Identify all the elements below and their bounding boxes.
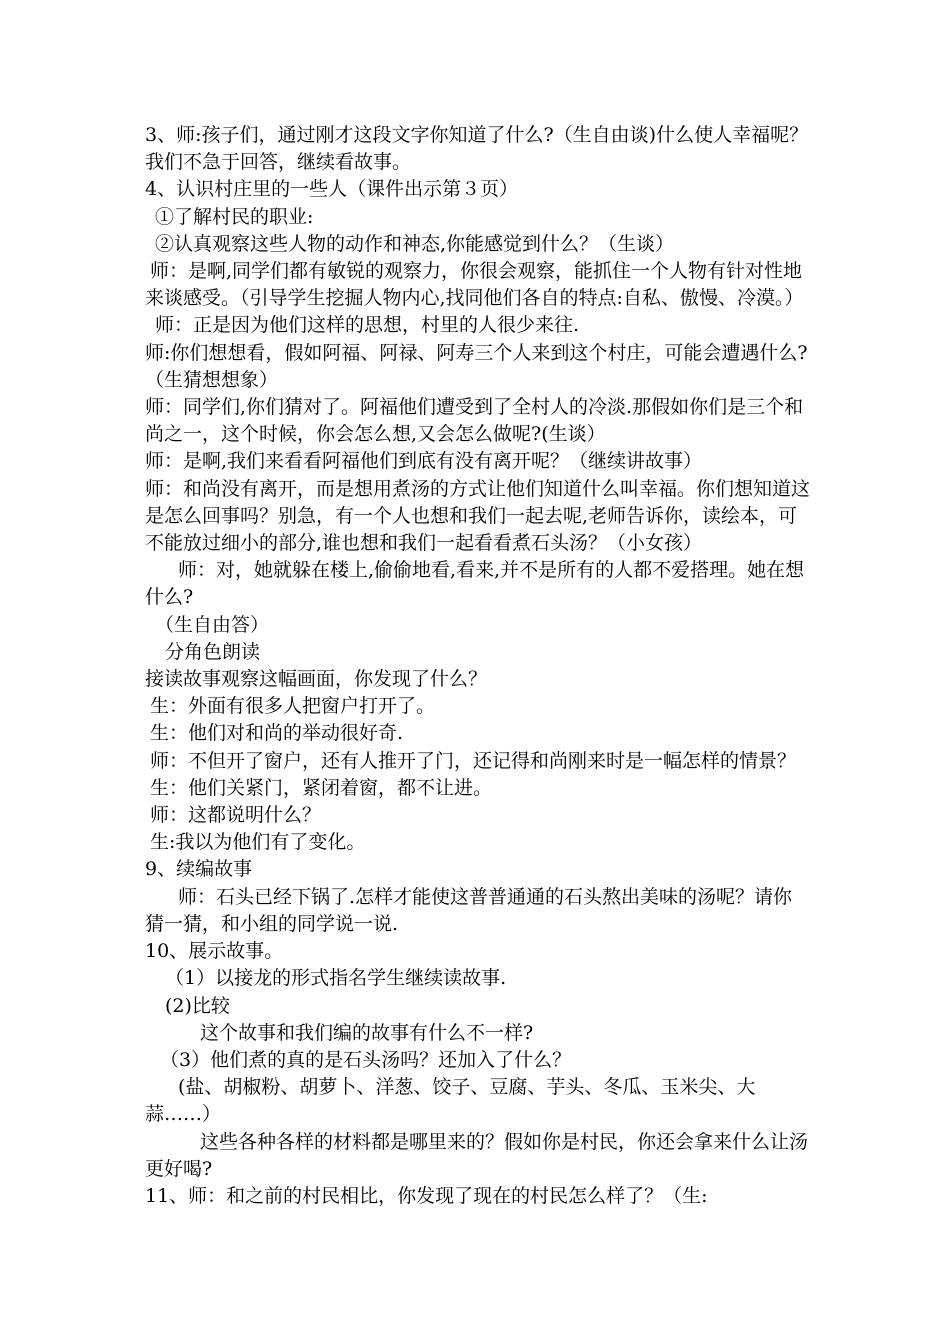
paragraph: 师：这都说明什么？ xyxy=(150,804,322,827)
paragraph: 分角色朗读 xyxy=(165,640,261,663)
paragraph: 师：是啊,我们来看看阿福他们到底有没有离开呢？（继续讲故事） xyxy=(145,450,703,473)
paragraph: (盐、胡椒粉、胡萝卜、洋葱、饺子、豆腐、芋头、冬瓜、玉米尖、大蒜……） xyxy=(145,1076,756,1126)
paragraph: 11、师：和之前的村民相比，你发现了现在的村民怎么样了？（生: xyxy=(145,1184,708,1207)
document-body xyxy=(145,122,810,1210)
paragraph: 师：是啊,同学们都有敏锐的观察力，你很会观察，能抓住一个人物有针对性地来谈感受。（引导学生挖掘人物内心,找同他们各自的特点:自私、傲慢、冷漠。） xyxy=(145,260,804,310)
paragraph: 师：石头已经下锅了.怎样才能使这普普通通的石头熬出美味的汤呢？请你猜一猜，和小组的同学说一说. xyxy=(145,885,793,935)
paragraph: (2)比较 xyxy=(165,994,230,1017)
paragraph: 师：不但开了窗户，还有人推开了门，还记得和尚刚来时是一幅怎样的情景？ xyxy=(150,749,797,772)
paragraph: 10、展示故事。 xyxy=(145,940,284,963)
paragraph: 接读故事观察这幅画面，你发现了什么？ xyxy=(145,668,488,691)
paragraph: 4、认识村庄里的一些人（课件出示第３页） xyxy=(145,178,519,201)
paragraph: 9、续编故事 xyxy=(145,858,253,881)
paragraph: ②认真观察这些人物的动作和神态,你能感觉到什么？（生谈） xyxy=(155,232,675,255)
paragraph: 生：他们对和尚的举动很好奇. xyxy=(150,722,404,745)
paragraph: 生：他们关紧门，紧闭着窗，都不让进。 xyxy=(150,776,493,799)
paragraph: 生：外面有很多人把窗户打开了。 xyxy=(150,695,436,718)
paragraph: 师：同学们,你们猜对了。阿福他们遭受到了全村人的冷淡.那假如你们是三个和尚之一，这个时候，你会怎么想,又会怎么做呢?(生谈） xyxy=(145,396,804,446)
paragraph: 师：对，她就躲在楼上,偷偷地看,看来,并不是所有的人都不爱搭理。她在想什么? xyxy=(145,559,805,609)
paragraph: （3）他们煮的真的是石头汤吗？还加入了什么？ xyxy=(160,1048,572,1071)
paragraph: （生自由答） xyxy=(155,613,270,636)
paragraph: ①了解村民的职业: xyxy=(155,205,314,228)
paragraph: 师:你们想想看，假如阿福、阿禄、阿寿三个人来到这个村庄，可能会遭遇什么?（生猜想想象） xyxy=(145,341,808,391)
paragraph: 3、师:孩子们，通过刚才这段文字你知道了什么?（生自由谈)什么使人幸福呢？我们不急于回答，继续看故事。 xyxy=(145,124,809,174)
paragraph: 这些各种各样的材料都是哪里来的？假如你是村民，你还会拿来什么让汤更好喝? xyxy=(145,1130,809,1180)
paragraph: 师：正是因为他们这样的思想，村里的人很少来往. xyxy=(155,314,580,337)
paragraph: 师：和尚没有离开，而是想用煮汤的方式让他们知道什么叫幸福。你们想知道这是怎么回事吗？别急，有一个人也想和我们一起去呢,老师告诉你，读绘本，可不能放过细小的部分,谁也想和我们一起看看煮石头汤？（小女孩） xyxy=(145,477,811,555)
paragraph: 这个故事和我们编的故事有什么不一样? xyxy=(200,1021,534,1044)
paragraph: （1）以接龙的形式指名学生继续读故事. xyxy=(165,967,507,990)
paragraph: 生:我以为他们有了变化。 xyxy=(150,831,366,854)
